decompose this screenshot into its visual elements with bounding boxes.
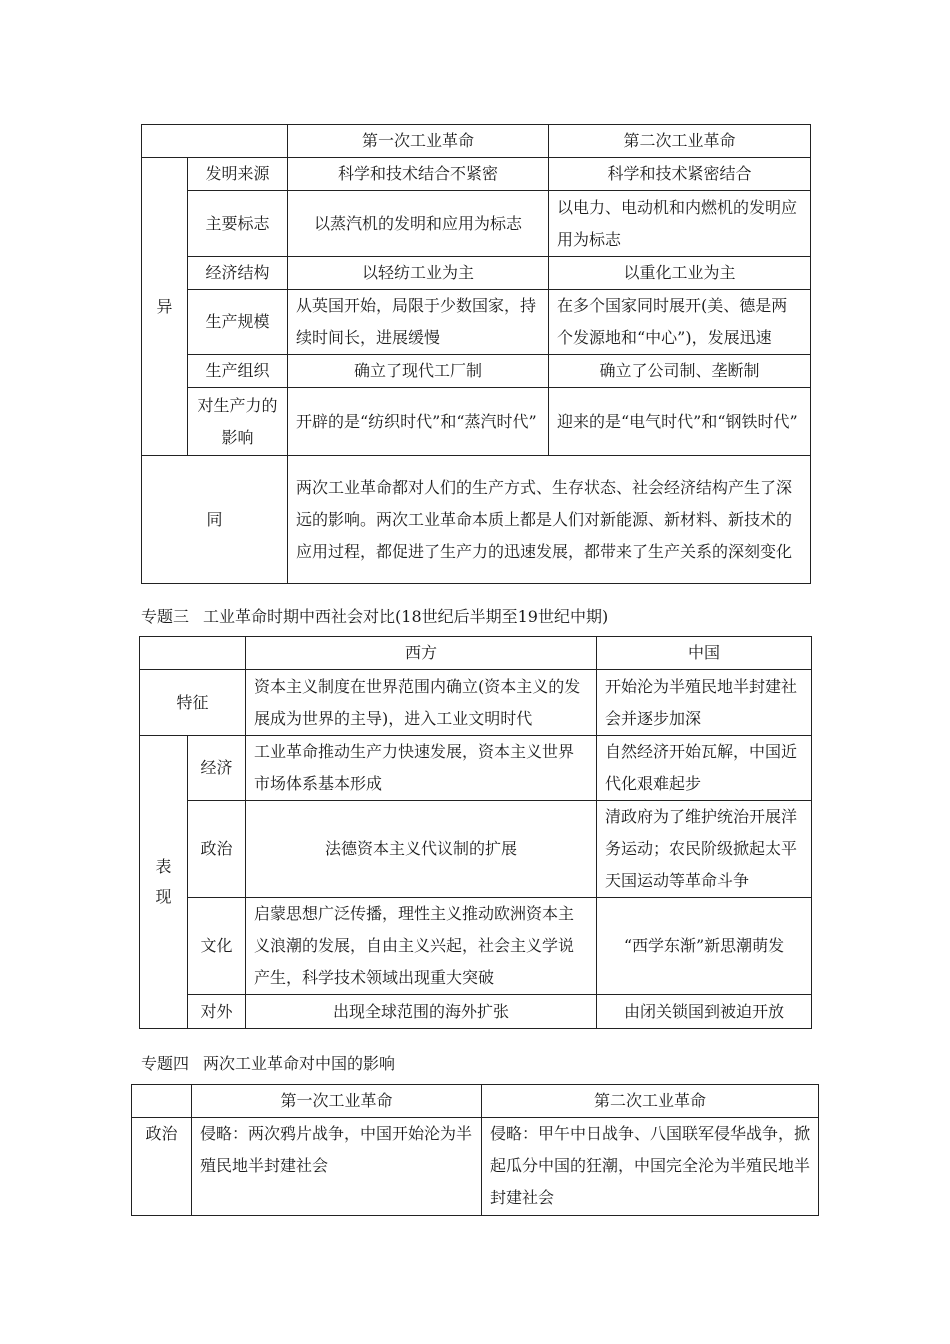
section-label: 专题四 [141, 1054, 190, 1073]
aspect-cell: 政治 [188, 801, 246, 898]
aspect-cell: 发明来源 [188, 158, 288, 191]
aspect-cell: 经济结构 [188, 257, 288, 290]
first-revolution-cell: 侵略：两次鸦片战争，中国开始沦为半殖民地半封建社会 [192, 1118, 482, 1216]
header-second-revolution: 第二次工业革命 [549, 125, 811, 158]
west-cell: 资本主义制度在世界范围内确立(资本主义的发展成为世界的主导)，进入工业文明时代 [246, 670, 597, 736]
feature-label: 特征 [140, 670, 246, 736]
section-title: 工业革命时期中西社会对比(18世纪后半期至19世纪中期) [203, 607, 609, 626]
similarity-label: 同 [142, 456, 288, 584]
table-row [140, 995, 812, 1029]
china-cell: 开始沦为半殖民地半封建社会并逐步加深 [597, 670, 812, 736]
performance-label-text: 表现 [155, 856, 172, 906]
table-header-row [140, 637, 812, 670]
second-revolution-cell: 以电力、电动机和内燃机的发明应用为标志 [549, 191, 811, 257]
section-label: 专题三 [141, 607, 190, 626]
china-cell: 清政府为了维护统治开展洋务运动；农民阶级掀起太平天国运动等革命斗争 [597, 801, 812, 898]
table-row [140, 736, 812, 801]
west-cell: 出现全球范围的海外扩张 [246, 995, 597, 1029]
performance-label [140, 736, 188, 1029]
china-cell: 由闭关锁国到被迫开放 [597, 995, 812, 1029]
header-empty-cell [132, 1085, 192, 1118]
aspect-cell: 文化 [188, 898, 246, 995]
similarity-text: 两次工业革命都对人们的生产方式、生存状态、社会经济结构产生了深远的影响。两次工业革命本质上都是人们对新能源、新材料、新技术的应用过程，都促进了生产力的迅速发展，都带来了生产关系的深刻变化 [288, 456, 811, 584]
table-row [142, 456, 811, 584]
table-row [142, 257, 811, 290]
table-row [142, 191, 811, 257]
table-row [140, 801, 812, 898]
first-revolution-cell: 以轻纺工业为主 [288, 257, 549, 290]
table-row [142, 355, 811, 388]
header-empty-cell [142, 125, 288, 158]
table-row [142, 290, 811, 355]
aspect-cell: 生产组织 [188, 355, 288, 388]
table-header-row [142, 125, 811, 158]
second-revolution-cell: 科学和技术紧密结合 [549, 158, 811, 191]
second-revolution-cell: 确立了公司制、垄断制 [549, 355, 811, 388]
header-china: 中国 [597, 637, 812, 670]
aspect-cell: 对外 [188, 995, 246, 1029]
west-cell: 启蒙思想广泛传播，理性主义推动欧洲资本主义浪潮的发展，自由主义兴起，社会主义学说产生，科学技术领域出现重大突破 [246, 898, 597, 995]
west-cell: 工业革命推动生产力快速发展，资本主义世界市场体系基本形成 [246, 736, 597, 801]
first-revolution-cell: 开辟的是“纺织时代”和“蒸汽时代” [288, 388, 549, 456]
second-revolution-cell: 以重化工业为主 [549, 257, 811, 290]
aspect-cell: 经济 [188, 736, 246, 801]
table-row [140, 670, 812, 736]
second-revolution-cell: 迎来的是“电气时代”和“钢铁时代” [549, 388, 811, 456]
section-heading-topic-four [141, 1052, 395, 1076]
header-first-revolution: 第一次工业革命 [192, 1085, 482, 1118]
china-cell: 自然经济开始瓦解，中国近代化艰难起步 [597, 736, 812, 801]
first-revolution-cell: 科学和技术结合不紧密 [288, 158, 549, 191]
table-row [140, 898, 812, 995]
first-revolution-cell: 从英国开始，局限于少数国家，持续时间长，进展缓慢 [288, 290, 549, 355]
section-heading-topic-three [141, 605, 608, 629]
table-row [132, 1118, 819, 1216]
china-cell: “西学东渐”新思潮萌发 [597, 898, 812, 995]
comparison-table-west-china [139, 636, 812, 1029]
west-cell: 法德资本主义代议制的扩展 [246, 801, 597, 898]
aspect-cell: 对生产力的影响 [188, 388, 288, 456]
comparison-table-industrial-revolutions [141, 124, 811, 584]
header-second-revolution: 第二次工业革命 [482, 1085, 819, 1118]
table-row [142, 388, 811, 456]
second-revolution-cell: 在多个国家同时展开(美、德是两个发源地和“中心”)，发展迅速 [549, 290, 811, 355]
aspect-cell: 生产规模 [188, 290, 288, 355]
impact-on-china-table [131, 1084, 819, 1216]
header-west: 西方 [246, 637, 597, 670]
difference-label: 异 [142, 158, 188, 456]
first-revolution-cell: 确立了现代工厂制 [288, 355, 549, 388]
section-title: 两次工业革命对中国的影响 [203, 1054, 396, 1073]
aspect-cell: 主要标志 [188, 191, 288, 257]
header-empty-cell [140, 637, 246, 670]
second-revolution-cell: 侵略：甲午中日战争、八国联军侵华战争，掀起瓜分中国的狂潮，中国完全沦为半殖民地半封建社会 [482, 1118, 819, 1216]
first-revolution-cell: 以蒸汽机的发明和应用为标志 [288, 191, 549, 257]
aspect-cell: 政治 [132, 1118, 192, 1216]
table-row [142, 158, 811, 191]
header-first-revolution: 第一次工业革命 [288, 125, 549, 158]
table-header-row [132, 1085, 819, 1118]
